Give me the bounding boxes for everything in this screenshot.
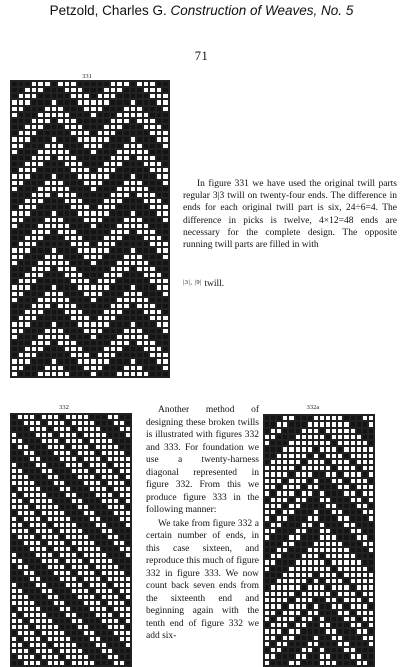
twill-fraction-line	[183, 279, 397, 289]
weave-cell	[77, 371, 84, 377]
weave-cell	[116, 371, 123, 377]
page-number: 71	[194, 49, 209, 63]
weave-cell	[123, 371, 130, 377]
weave-cell	[97, 371, 104, 377]
weave-cell	[31, 371, 38, 377]
paragraph-figure-331	[183, 178, 397, 251]
weave-cell	[70, 371, 77, 377]
weave-cell	[37, 371, 44, 377]
weave-cell	[57, 371, 64, 377]
weave-cell	[83, 371, 90, 377]
weave-cell	[24, 371, 31, 377]
paragraph-figure-331-text: In figure 331 we have used the original twill parts regular 3|3 twill on twenty-four ends. The difference in ends for each original twill part is six, 24÷6=4. The difference in picks is twelve, 4×12=48 ends are necessary for the complete design. The opposite running twill parts are filled in with	[183, 179, 397, 251]
figure-332-label: 332	[59, 404, 69, 411]
weave-cell	[90, 371, 97, 377]
twill-word: twill.	[204, 279, 225, 289]
twill-fractions-lower: |3|, |9|	[183, 279, 202, 286]
page-header	[0, 3, 403, 18]
figure-331-label: 331	[82, 73, 92, 80]
figure-332-weave-draft	[10, 413, 132, 667]
paragraph-method: Another method of designing these broken twills is illustrated with figures 332 and 333. For foundation we use a twenty-harness diagonal represented in figure 332. From this we produce figure 333 in the following manner:	[146, 405, 259, 515]
weave-cell	[64, 371, 71, 377]
header-title: Construction of Weaves, No. 5	[170, 3, 354, 18]
weave-cell	[125, 660, 131, 666]
weave-cell	[162, 371, 169, 377]
weave-cell	[368, 660, 374, 666]
weave-cell	[103, 371, 110, 377]
text-column	[146, 404, 259, 643]
weave-cell	[44, 371, 51, 377]
weave-cell	[51, 371, 58, 377]
paragraph-procedure: We take from figure 332 a certain number of ends, in this case sixteen, and reproduce this much of figure 332 in figure 333. We now count back seven ends from the sixteenth end and beginning again with the tenth end of figure 332 we add six-	[146, 518, 259, 641]
figure-331-weave-draft	[10, 80, 170, 378]
weave-cell	[110, 371, 117, 377]
figure-332a-label: 332a	[306, 404, 320, 411]
figure-332a-weave-draft	[263, 414, 375, 667]
header-author: Petzold, Charles G.	[49, 3, 167, 18]
weave-cell	[143, 371, 150, 377]
weave-cell	[136, 371, 143, 377]
weave-cell	[130, 371, 137, 377]
weave-cell	[18, 371, 25, 377]
weave-cell	[149, 371, 156, 377]
weave-cell	[156, 371, 163, 377]
weave-cell	[11, 371, 18, 377]
